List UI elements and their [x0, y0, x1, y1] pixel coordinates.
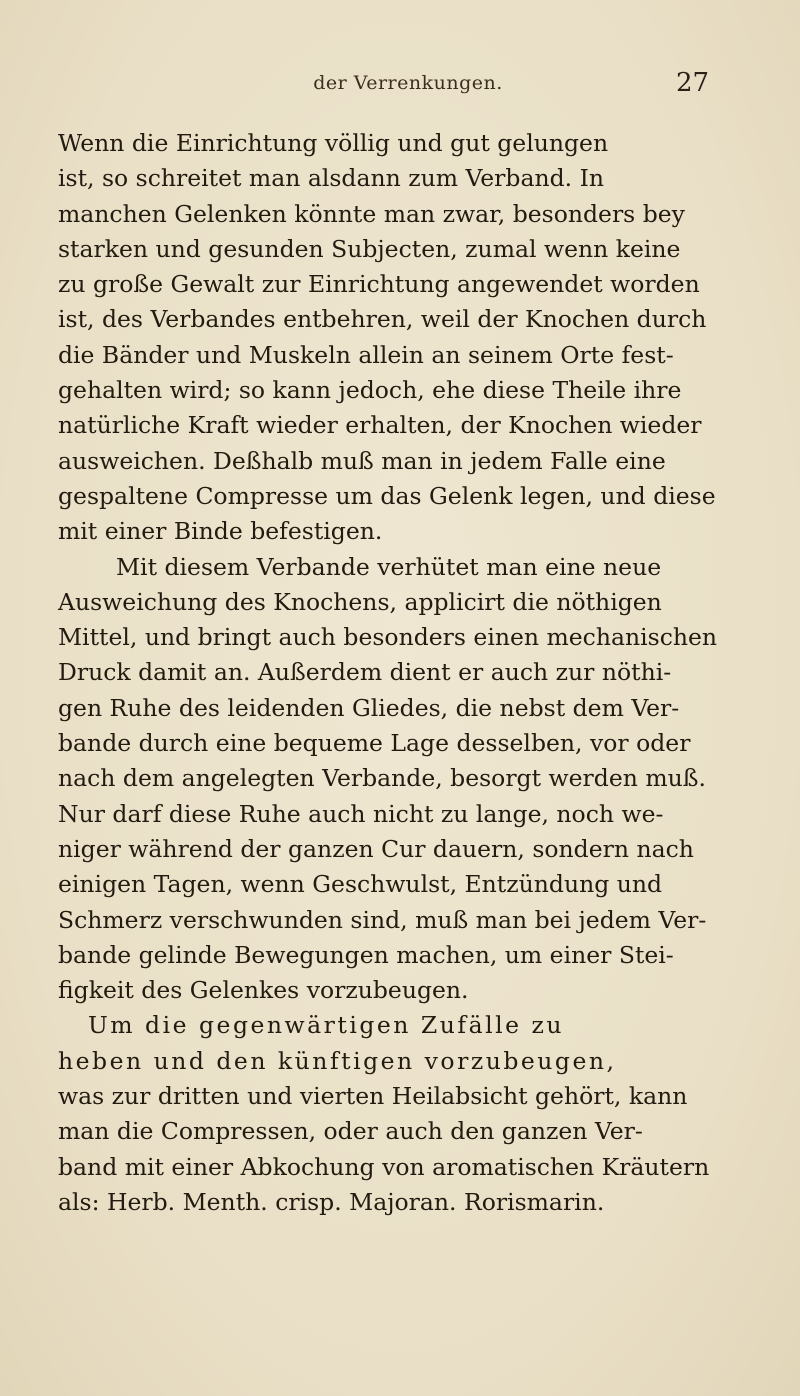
- text-line: Nur darf diese Ruhe auch nicht zu lange, noch we-: [58, 799, 664, 828]
- text-line: man die Compressen, oder auch den ganzen Ver-: [58, 1117, 643, 1146]
- text-line: bande gelinde Bewegungen machen, um einer Stei-: [58, 940, 674, 969]
- text-line: ist, des Verbandes entbehren, weil der Knochen durch: [58, 305, 707, 334]
- text-line: Druck damit an. Außerdem dient er auch zur nöthi-: [58, 658, 672, 687]
- text-line: Mit diesem Verbande verhütet man eine neue: [116, 552, 662, 581]
- text-line: bande durch eine bequeme Lage desselben, vor oder: [58, 729, 691, 758]
- text-line: Mittel, und bringt auch besonders einen mechanischen: [58, 623, 718, 652]
- text-line: mit einer Binde befestigen.: [58, 517, 383, 546]
- text-line: Ausweichung des Knochens, applicirt die nöthigen: [58, 587, 662, 616]
- text-line: band mit einer Abkochung von aromatischen Kräutern: [58, 1152, 710, 1181]
- text-line: was zur dritten und vierten Heilabsicht gehört, kann: [58, 1082, 688, 1111]
- text-line: ausweichen. Deßhalb muß man in jedem Falle eine: [58, 446, 666, 475]
- text-line: als: Herb. Menth. crisp. Majoran. Rorismarin.: [58, 1187, 605, 1216]
- text-line: Wenn die Einrichtung völlig und gut gelungen: [58, 129, 609, 157]
- text-line: gespaltene Compresse um das Gelenk legen, und diese: [58, 481, 716, 510]
- text-line: gen Ruhe des leidenden Gliedes, die nebst dem Ver-: [58, 693, 680, 722]
- running-head: der Verrenkungen.: [313, 72, 503, 94]
- body-text: [58, 126, 758, 1220]
- text-line: gehalten wird; so kann jedoch, ehe diese Theile ihre: [58, 376, 682, 405]
- text-line: einigen Tagen, wenn Geschwulst, Entzündung und: [58, 870, 663, 899]
- text-line: Um die gegenwärtigen Zufälle zu: [88, 1011, 565, 1040]
- text-line: natürliche Kraft wieder erhalten, der Knochen wieder: [58, 411, 702, 440]
- text-line: heben und den künftigen vorzubeugen,: [58, 1046, 617, 1075]
- text-line: manchen Gelenken könnte man zwar, besonders bey: [58, 199, 685, 228]
- text-line: Schmerz verschwunden sind, muß man bei jedem Ver-: [58, 905, 707, 934]
- page-header: [0, 66, 800, 106]
- text-line: die Bänder und Muskeln allein an seinem Orte fest-: [58, 340, 674, 369]
- text-line: zu große Gewalt zur Einrichtung angewendet worden: [58, 270, 700, 299]
- page-number: 27: [676, 68, 710, 98]
- text-line: ist, so schreitet man alsdann zum Verband. In: [58, 164, 605, 193]
- text-line: nach dem angelegten Verbande, besorgt werden muß.: [58, 764, 706, 793]
- text-line: figkeit des Gelenkes vorzubeugen.: [58, 976, 469, 1005]
- text-line: niger während der ganzen Cur dauern, sondern nach: [58, 834, 694, 863]
- text-line: starken und gesunden Subjecten, zumal wenn keine: [58, 234, 681, 263]
